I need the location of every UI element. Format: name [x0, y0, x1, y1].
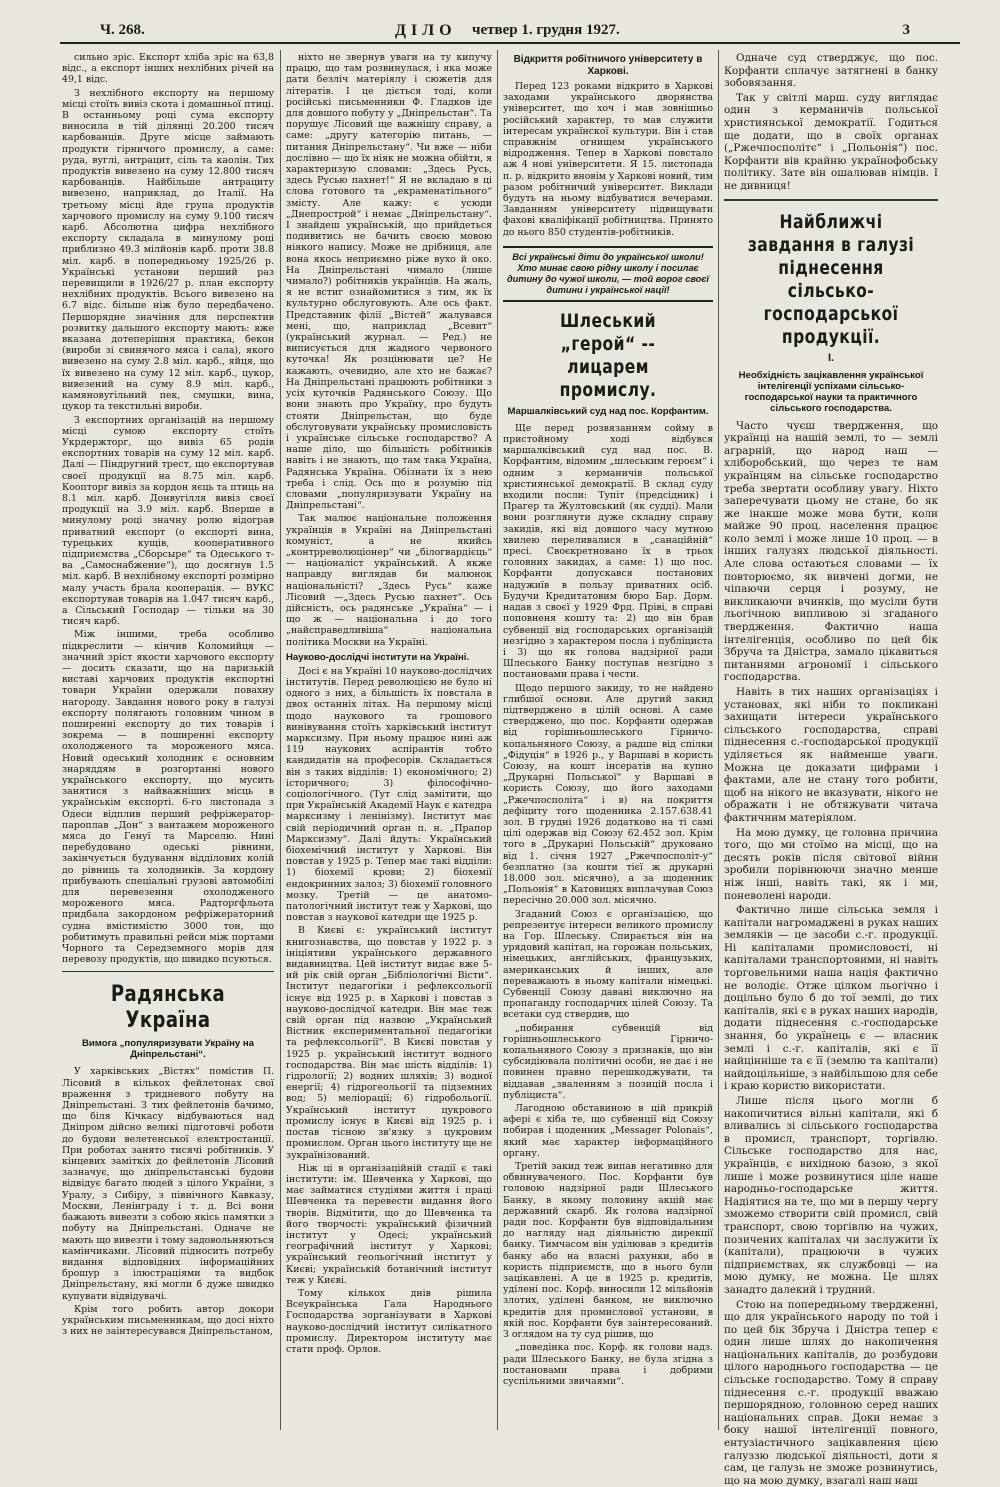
section-divider — [62, 971, 274, 972]
article-paragraph: З експортних організацій на першому місці сумою експорту стоїть Укрдержторг, що вивіз 65 родів експортних товарів на суму 12 міл. карб. Далі — Піндругний трест, що експортував своєї продукції на 8.75 міл. карб. Коопторг вивіз за кордон яєць та птиць на 8.1 міл. карб. Донвугілля вивіз своєї продукції на 3.9 міл. карб. Вперше в минулому році значну ролю відограв приватний експорт (о експорті вина, турецьких кущів, кооперативного підприємства „Сборсыре“ та Одеського т-ва „Самоснабжение“), що досягнув 1.5 міл. карб. В нехлібному експорті розмірно малу участь брала кооперація. — ВУКС експортував товарів на 1.047 тисяч карб., а Сільський Господар — тільки на 30 тисяч карб. — [62, 415, 274, 628]
column-rule — [497, 50, 498, 1430]
column-4 — [724, 52, 938, 1427]
issue-date: четвер 1. грудня 1927. — [472, 22, 620, 39]
column-1 — [62, 52, 274, 1427]
article-paragraph: сильно зріс. Експорт хліба зріс на 63,8 відс., а експорт інших нехлібних річей на 49,1 відс. — [62, 52, 274, 86]
article-paragraph: Так малює національне положення українців в Україні на Дніпрельстані комуніст, а не якийсь „контрреволюціонер“ чи „білогвардієць“ — націоналіст український. А якже направду виглядав би малюнок національністі? „Здесь Русь“ каже Лісовий —„Здесь Русью пахнет“. Ось дійсність, ось радянське „Україна“ — і що ж — національна і до того „найсправедливіша“ національна політика Москви на Україні. — [286, 513, 492, 647]
article-paragraph: Щодо першого закиду, то не найдено глибшої основи. Але другий закид підтверджено в цілій основі. А саме стверджено, що пос. Корфанти одержав від горішньошлеського Гірничо-копальняного Союзу, а радше від спілки „Фідуція“ в 1926 р., у Варшаві в користь Союзу, на кошт інсератів на купно „Друкарні Польської“ у Варшаві в користь Союзу, що його заходами „Ржечпосполіта“ і в) на покриття дефіциту того щоденника 2.157.638.41 зол. В грудні 1926 додатково на ті самі цілі одержав від Союзу 62.452 зол. Крім того в „Друкарні Польській“ друковано від 1. січня 1927 „Ржечпосполіт-у“ безплатно (за кошти тієї ж друкарні 18.000 зол. місячно), а за щоденник „Польонія“ в Катовицях виплачував Союз пересічно 20.000 зол. місячно. — [503, 683, 713, 907]
article-paragraph: Лише після цього могли б накопичитися вільні капітали, які б вливались зі сільського господарства в промисл, транспорт, торгівлю. Сільське господарство для нас, українців, є вихідною базою, з якої лише і може розвинутися ціле наше народньо-господарське життя. Надіятися на те, що ми в першу чергу зможемо створити свій промисл, свій транспорт, свою торгівлю на чужих, позичених капіталах чи заслужити їх (капітали), працюючи в чужих підприємствах, як службовці — на мою думку, не можна. Це шлях занадто далекий і трудний. — [724, 1095, 938, 1297]
article-paragraph: Ніж ці в організаційній стадії є такі інститути: ім. Шевченка у Харкові, що має займатися студіями життя і праці Шевченка та перевести видання його творів. Відмітити, що до Шевченка та його творчості: український фізичний інститут у Одесі; український географічний інститут у Харкові; український геольогічний інститут у Києві; українській ботанічний інститут теж у Києві. — [286, 1163, 492, 1286]
slogan-box: Всі українські діти до української школи! Хто минає свою рідну школу і посилає дитину до чужої школи, — той ворог своєї дитини і української нації! — [503, 246, 713, 302]
article-quote: „побирання субвенцій від горішньошлеського Гірничо-копальняного Союзу з признаків, що він субсидіювала політичні особи, не дає і не повинен правно перешкоджувати, та віддавав „зваленням з позицій посла і публіциста“. — [503, 1023, 713, 1101]
article-paragraph: Навіть в тих наших організаціях і установах, які ніби то покликані захищати інтереси українського сільського господарства, справі піднесення с.-господарської продукції уділяється як найменше уваги. Можна це доказати цифрами і фактами, але не стану того робити, щоб на нікого не вказувати, нікого не ображати і не обтяжувати читача фактичним матеріялом. — [724, 686, 938, 825]
article-paragraph: Так у світлі марш. суду виглядає один з керманичів польської християнської демократії. Годиться ще додати, що в своїх органах („Ржечпосполітє“ і „Польонія“) пос. Корфанти вів крайню українофобську політику. Зате він ошалював німців. І не дивниця! — [724, 92, 938, 193]
article-paragraph: Перед 123 роками відкрито в Харкові заходами українського дворянства університет, що хоч і мав зовнішньо російський характер, то мав служити інтересам українскої культури. Він і став справжнім огнищем українського відродження. Тепер в Харкові повстало аж 4 нові університети. Я 15. листопада п. р. відкрито вновім у Харкові новий, тим разом робітничий університет. Виклади будуть на ньому відбуватися вечерами. Завданням університету підвищувати фахові кваліфікації робітництва. Принято до нього 850 студентів-робітників. — [503, 81, 713, 238]
article-paragraph: В Києві є: український інститут книгознавства, що повстав у 1922 р. з ініціятиви українського державного видавництва. Цей інститут видає вже 5-ий рік свій орган „Бібліологічні Вісти“. Інститут педагогіки і рефлексольогії існує від 1925 р. в Харкові і повстав з науково-дослідчої катедри. Він має теж свій орган під назвою „Український Вістник експериментальної педагогіки та рефлексольогії“. В Києві повстав у 1925 р. український інститут водного господарства. Він має шість відділів: 1) гідрології; 2) водних шляхів; 3) водної енергії; 4) гідрогеольогії та підземних вод; 5) меліорації; 6) гідробольогії. Український інститут цукрового промислу існує в Києві від 1925 р. і постав тісною зв'язку з цукровим промислом. Орган цього інституту ще не зукраїнізований. — [286, 925, 492, 1160]
column-2 — [286, 52, 492, 1427]
article-title: Найближчі завдання в галузі піднесення сільсько-господарської продукції. — [743, 211, 918, 349]
page-number: 3 — [903, 22, 911, 39]
article-paragraph: Крім того робить автор докори українським письменникам, що досі ніхто з них не заінтересувався Дніпрельстаном, — [62, 1304, 274, 1338]
article-paragraph: На мою думку, це головна причина того, що ми стоїмо на місці, що на десять років після світової війни зробили порівнюючи значно менше ніж інші, навіть такі, як і ми, поневолені народи. — [724, 827, 938, 903]
article-quote: „поведінка пос. Корф. як голови надз. ради Шлеського Банку, не була згідна з постановами права і добрими суспільними звичаями“. — [503, 1342, 713, 1387]
article-paragraph: Лагодною обставиною в цій прикрій афері є хіба те, що субвенції від Союзу побирав і щоденник „Messager Polonais“, який має характер інформаційного органу. — [503, 1103, 713, 1159]
article-paragraph: У харківських „Вістях“ помістив П. Лісовий в кількох фейлетонах свої враження з тридневого побуту на Дніпрельстані. З тих фейлетонів бачимо, що біля Кічкасу відбуваються над Дніпром дійсно великі підготовчі роботи до будови велетенської електростанції. При роботах занято тисячі робітників. У кінцевих заміткіх до фейлетонів Лісовий зазначує, що дніпрельстанські будови відвідує багато людей з цілого України, з Уралу, з Сибіру, з північного Кавказу, Москви, Ленінграду і т. д. Всі вони бажають вивезти з собою якісь памятки з побуту на Дніпрельстані. Одначе не мають що вивезти і тому задовольняються камінчиками. Лісовий підносить потребу видання відповідних інформаційних брошур з ілюстраціями та видбок Дніпрельстану, які могли б дуже швидко купувати відвідувачі. — [62, 1066, 274, 1301]
article-paragraph: Часто чуєш твердження, що українці на нашій землі, то — землі аграрній, що народ наш — хліборобський, що через те нам українцям на сільське господарство треба звертати особливу увагу. Ніхто заперечувати цьому не стане, бо як же інакше може мова бути, коли майже 90 проц. населення працює коло землі і може лише 10 проц. — в інших галузях людської діяльності. Але слова остаються словами — їх повторюємо, як вивчені догми, не чіпаючи серця і розуму, не викликаючи вчинків, що мусіли бути льогічною випливою зі згаданого твердження. Фактично наша інтелігенція, особливо по цей бік Збруча та Дністра, замало цікавиться питаннями агрономії і сільського господарства. — [724, 420, 938, 684]
column-3 — [503, 52, 713, 1427]
column-rule — [718, 50, 719, 1430]
article-paragraph: Ще перед розвязанням сойму в пристойному ході відбувся маршалківський суд над пос. В. Корфантим, відомим „шлеським героєм“ і одним з керманичів польської християнської демократії. В склад суду входили посли: Тупіт (предсідник) і Прагер та Жултовський (як судді). Мали вони розглянути дуже складну справу закидів, які від довшого часу мутною хвилею переливалися в „санаційній“ пресі. Своєкретновано їх в трьох головних закидах, а саме: 1) що пос. Корфанти допускався постанових надужиїв в пользу приватних осіб. Будучи Кредитатовим бюро Бар. Дорм. надав з своєї у 1929 Фрд. Пріві, в справі поповненя кошту та: 2) що він брав субвенції від господарських організацій незгідно з характером посла і публіциста і 3) що як голова надзірної ради Шлеського Банку поступав незгідно з постановами права і чести. — [503, 423, 713, 681]
article-subheading: Науково-дослідчі інститути на Україні. — [286, 652, 492, 663]
part-number: І. — [724, 353, 938, 364]
article-paragraph: Стою на попередньому твердженні, що для українського народу по той і по цей бік Збруча і Дністра тепер є один лише шлях до накопичення національних капіталів, до розбудови цілого народнього господарства — це сільське господарство. Тому й справу піднесення с.-г. продукції вважаю першорядною, головною серед наших національних справ. Доки немає з боку нашої інтелігенції повного, ентузіастичного зацікавлення цією галуззю людської діяльності, доти я сам, це галузь не зможе розвинутись, що на мою думку, взагалі наш наш — [724, 1299, 938, 1487]
article-paragraph: Між іншими, треба особливо підкреслити — кінчив Коломийця — значний зріст якости харчового експорту — досить сказати, що на паризькій виставі харчових продуктів експортні товари України одержали повахну нагороду. Завдання нового року в галузі експорту полягають головним чином в поширенні експорту до тих товарів і зокрема — в поширенні експорту охолодженого та мороженого мяса. Новий одеський холодник є основним знаряддям в розгортанні нового українського експорту, що мусить занятися з найважніших місць в українськім експорті. 6-го листопада з Одеси відплив перший рефріжератор-пароплав „Дон“ з вантажем мороженого мяса до Генуї та Марселю. Нині перебудовано одеські рівнини, закінчується будування відділових колій до рівниць та холодників. За кордону прибувають спеціальні грузові автомобілі для перевезення охолодженого мороженого мяса. Радторгфльота придбала закордоном рефріжераторний судна вмістимістю 3000 тон, що робитимуть правильні рейси між портами Чорного та Середземного морів для перевозу продуктів, що швидко псуються. — [62, 629, 274, 965]
article-paragraph: Фактично лише сільська земля і капітали нагромаджені в руках наших земляків — це засоби с.-г. продукції. Ні капіталами промисловості, ні капіталами транспортовими, ні навіть торговельними наша нація фактично не володіє. Отже цілком льогічно і доцільно було б до тої землі, до тих капіталів, які є в руках наших народів, додати піднесення с.-господарське знання, бо українець є — власник землі і с.-г. капіталів, які є її найцінніше та є її (землю та капітали) найдоцільніше, з найбільшою для себе і краю користю використати. — [724, 904, 938, 1093]
article-paragraph: Тому кількох днів рішила Всеукраїнська Гала Народнього Господарства зорганізувати в Харкові науково-дослідчий інститут силікатного промислу. Директором інституту має стати проф. Орлов. — [286, 1288, 492, 1355]
section-title: Радянська Україна — [81, 982, 255, 1034]
article-subtitle: Маршалківський суд над пос. Корфантим. — [503, 406, 713, 417]
paper-title: ДІЛО — [395, 22, 457, 40]
issue-number: Ч. 268. — [100, 22, 145, 39]
section-divider — [724, 199, 938, 201]
article-paragraph: Досі є на Україні 10 науково-дослідчих інститутів. Перед революцією не було ні одного з них, а більшість їх повстала в двох останніх літах. На першому місці щодо наукового та грошового винівування стоїть харківський інститут марксизму. При ньому працює нині аж 119 наукових аспірантів тобто кандидатів на професорів. Складається він з таких відділів: 1) економічного; 2) історичного; 3) філософічно-соціологічного. (Тут слід замітити, що при Українській Академії Наук є катедра марксизму і ленінізму). Інститут має свій періодичний орган п. н. „Прапор Марксизму“. Далі йдуть: Український біохемічний інститут у Харкові. Він повстав у 1925 р. Тепер має такі відділи: 1) біохемії крови; 2) біохемії ендокринних залоз; 3) біохемії головного мозку. Третій — це анатомо-патологічний інститут теж у Харкові, що повстав з наукової катедри ще 1925 р. — [286, 666, 492, 924]
masthead — [60, 20, 960, 44]
article-subtitle: Необхідність зацікавлення української інтелігенції успіхами сільсько-господарської науки та практичного сільського господарства. — [724, 370, 938, 414]
article-paragraph: Третій закид теж випав негативно для обвинуваченого. Пос. Корфанти був головою надзірної ради Шлеського Банку, в якому половину акцій має державний скарб. Як голова надзірної ради пос. Корфанти був відповідальним до нагляду над діяльністю дирекції банку. Тимчасом він уділював з кредитів банку або на власні рахунки, або в користь підприємств, що в нього були зацікавлені. А це в 1925 р. кредитів, уділені пос. Корф. виносили 12 мільйонів злотих, уділені банком, не виключно кредитів для промислової установи, в якій пос. Корфанти був заінтересований. З оглядом на ту суд рішив, що — [503, 1161, 713, 1340]
article-paragraph: З нехлібного експорту на першому місці стоїть вивіз скота і домашньої птиці. В останньому році сума експорту виносила в тій ділянці 20.200 тисяч карбованців. Друге місце займають продукти гірничого промислу, а саме: руда, вуглі, антрацит, сіль та каолін. Тих продуктів вивезено на суму 12.800 тисяч карбованців. Найбільше антрациту вивезено, наприклад, до Італії. На третьому місці йде група продуктів харчового промислу на суму 9.100 тисяч карб. Абсолютна цифра нехлібного експорту складала в минулому році приблизно 49.3 мілйонів карб. проти 38.8 міл. карб. в попередньому 1925/26 р. Українські установи перший раз перевищили в 1926/27 р. план експорту нехлібних продуктів. Всього вивезено на 6.7 відс. більше ніж було передбачено. Першорядне значіння для перспектив розвитку дальшого експорту мають: вже вказана дотеперішня практика, бекон (вироби зі свинячого мяса і сала), якого вивезено на суму 2.8 міл. карб., яйця, що їх вивезено на суму 12 міл. карб., цукор, вивезений на суму 8.9 міл. карб., камяновугільний пек, смушки, вина, цукор та текстильні вироби. — [62, 88, 274, 413]
section-subtitle: Вимога „популяризувати Україну на Дніпрельстані“. — [62, 1038, 274, 1060]
article-paragraph: Одначе суд стверджує, що пос. Корфанти сплачує затягнені в банку зобовязання. — [724, 52, 938, 90]
article-paragraph: Згаданий Союз є організацією, що репрезентує інтереси великого промислу на Гор. Шлеську. Спирається він на урядовий капітал, на горожан польських, німецьких, англійських, французьких, американських й інших, але переважають в ньому капітали німецькі. Субвенції Союзу давані виключно на пропаганду господарчих цілей Союзу. Та всетаки суд ствердив, що — [503, 909, 713, 1021]
article-heading: Відкриття робітничого університету в Харкові. — [503, 54, 713, 78]
article-title: Шлеський „герой“ -- лицарем промислу. — [522, 310, 694, 402]
column-rule — [280, 50, 281, 1430]
article-paragraph: ніхто не звернув уваги на ту кипучу працю, що там розвинулася, і яка може дати безліч матеріялу і сюжетів для літератів. І це діється тоді, коли російські письменники Ф. Гладков іде для довшого побуту у „Дніпрельстан“. Та порушує Лісовий ще важнішу справу, а саме: „другу категорію питань, — питання Дніпрельстану“. Чи вже — ніби дослівно — що їх ніяк не можна обійти, я характеризую словами: „Здесь Русь, здесь Русью пахнет!“ Я не вкладаю в ці слова ґотового та „екраменатільного“ змісту. Але кажу: є усюди „Днепрострой“ і немає „Дніпрельстану“. І знайдеш українській, що прийдеться подивитись не бачить своєю мовою ніякого напису. Може не дрібниця, але вона якось неприємно ріже вухо й око. На Дніпрельстані чимало (лише чимало?) робітників українців. На жаль, я не встиг ознайомитися з тим, як їх культурно обслуговують. Але ось факт. Представник філії „Вістей“ жалувався мені, що, наприклад „Всевит“ (український журнал. — Ред.) не виписується для жадного червоного куточка! Як розцінювати це? Не кажають, очевидно, але хто не бажає? На Дніпрельстані працюють робітники з усіх куточків Радянського Союзу. Що вони знають про Україну, про будуть стояти Дніпрельстан, що буде обслуговувати українську промисловість і українське сільське господарство? А наше діло, що більшість робітників навіть і не знають, що там така Україна, Радянська Україна. Обізнати їх з нею треба і слід. Ось що я розумію під словами „популяризувати Україну на Дніпрельстані“. — [286, 52, 492, 511]
